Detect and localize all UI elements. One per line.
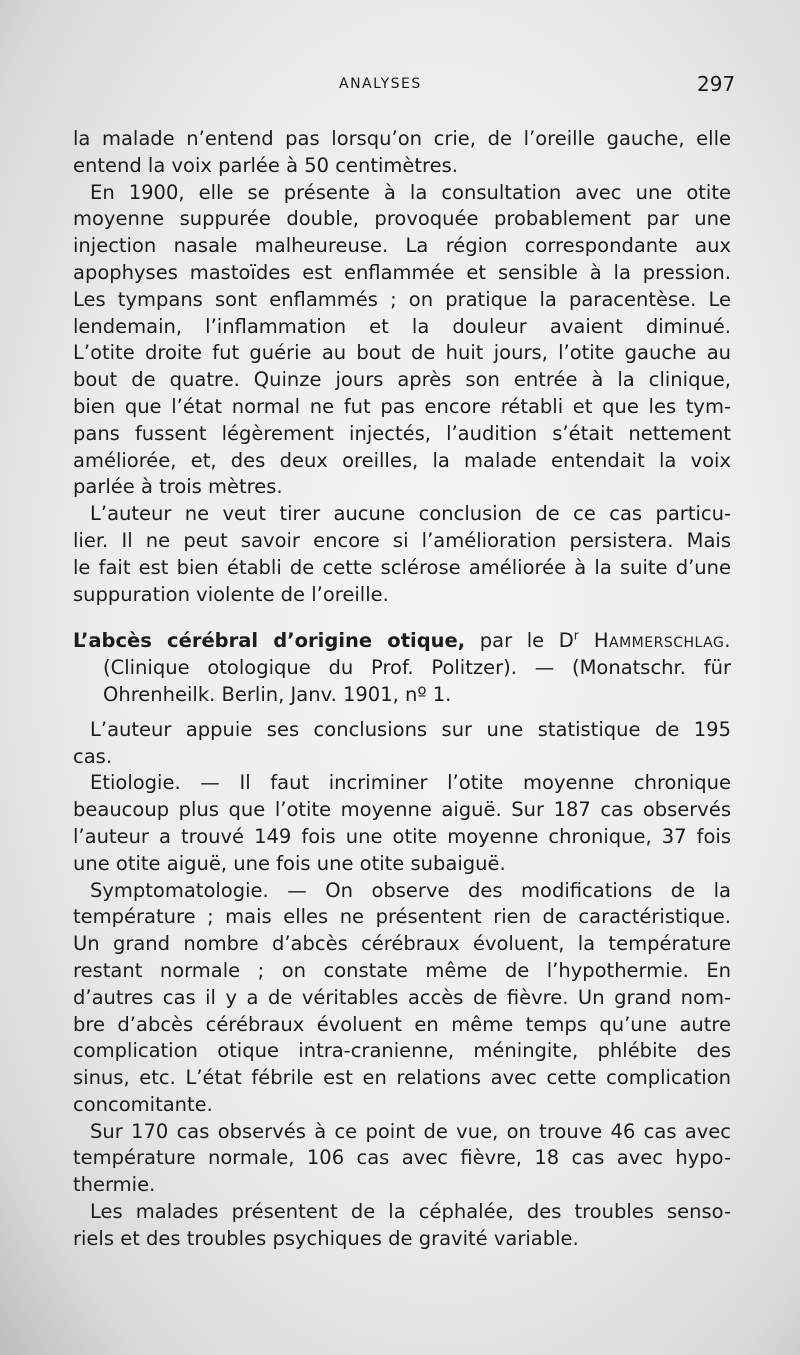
text-line: Symptomatologie. — On observe des modifications de la [90,878,731,902]
section-gap [73,709,731,717]
text-line: la malade n’entend pas lorsqu’on crie, de l’oreille gauche, elle [73,127,731,150]
text-line: L’auteur ne veut tirer aucune conclusion de ce cas particu- [90,502,731,526]
running-title: ANALYSES [339,76,422,92]
text-line: bre d’abcès cérébraux évoluent en même temps qu’une autre [73,1012,731,1036]
text-line: cas. [73,744,113,768]
text-line: Sur 170 cas observés à ce point de vue, on trouve 46 cas avec [90,1119,731,1143]
page-number: 297 [697,72,736,96]
text-line: Les malades présentent de la céphalée, des troubles senso- [90,1200,731,1224]
article-title: L’abcès cérébral d’origine otique, [73,629,466,653]
text-line: lier. Il ne peut savoir encore si l’amélioration persistera. Mais [73,528,731,552]
text-line: thermie. [73,1173,156,1197]
text-line: L’otite droite fut guérie au bout de huit jours, l’otite gauche au [73,341,731,365]
article-heading [73,628,731,655]
article-by: par le D [465,629,574,653]
text-line: concomitante. [73,1092,213,1116]
article-reference: Ohrenheilk. Berlin, Janv. 1901, nº 1. [103,682,452,706]
text-line: complication otique intra-cranienne, méningite, phlébite des [73,1039,731,1063]
text-line: bien que l’état normal ne fut pas encore rétabli et que les tym- [73,394,731,418]
article-author: Hammerschlag. [578,629,732,653]
text-line: température ; mais elles ne présentent rien de caractéristique. [73,905,731,929]
text-line: améliorée, et, des deux oreilles, la malade entendait la voix [73,448,731,472]
page-header [0,72,800,100]
text-line: lendemain, l’inflammation et la douleur avaient diminué. [73,314,731,338]
text-line: Un grand nombre d’abcès cérébraux évoluent, la température [73,932,731,956]
text-line: pans fussent légèrement injectés, l’audition s’était nettement [73,421,731,445]
article-reference: (Clinique otologique du Prof. Politzer). — (Monatschr. für [103,656,731,680]
text-line: entend la voix parlée à 50 centimètres. [73,153,458,177]
text-line: une otite aiguë, une fois une otite subaiguë. [73,851,506,875]
text-line: bout de quatre. Quinze jours après son entrée à la clinique, [73,368,731,392]
text-line: température normale, 106 cas avec fièvre, 18 cas avec hypo- [73,1146,731,1170]
text-line: riels et des troubles psychiques de gravité variable. [73,1226,579,1250]
page-body [73,126,731,1253]
text-line: parlée à trois mètres. [73,475,283,499]
text-line: En 1900, elle se présente à la consultation avec une otite [90,180,731,204]
text-line: L’auteur appuie ses conclusions sur une statistique de 195 [90,717,731,741]
text-line: le fait est bien établi de cette sclérose améliorée à la suite d’une [73,555,731,579]
text-line: d’autres cas il y a de véritables accès de fièvre. Un grand nom- [73,985,731,1009]
text-line: apophyses mastoïdes est enflammée et sensible à la pression. [73,260,731,284]
text-line: injection nasale malheureuse. La région correspondante aux [73,234,731,258]
text-line: beaucoup plus que l’otite moyenne aiguë. Sur 187 cas observés [73,798,731,822]
section-gap [73,608,731,628]
text-line: Etiologie. — Il faut incriminer l’otite moyenne chronique [90,771,731,795]
text-line: moyenne suppurée double, provoquée probablement par une [73,207,731,231]
article-by-superscript: r [573,628,579,643]
text-line: restant normale ; on constate même de l’hypothermie. En [73,958,731,982]
text-line: l’auteur a trouvé 149 fois une otite moyenne chronique, 37 fois [73,824,731,848]
text-line: Les tympans sont enflammés ; on pratique la paracentèse. Le [73,287,731,311]
text-line: suppuration violente de l’oreille. [73,582,389,606]
text-line: sinus, etc. L’état fébrile est en relations avec cette complication [73,1066,731,1090]
